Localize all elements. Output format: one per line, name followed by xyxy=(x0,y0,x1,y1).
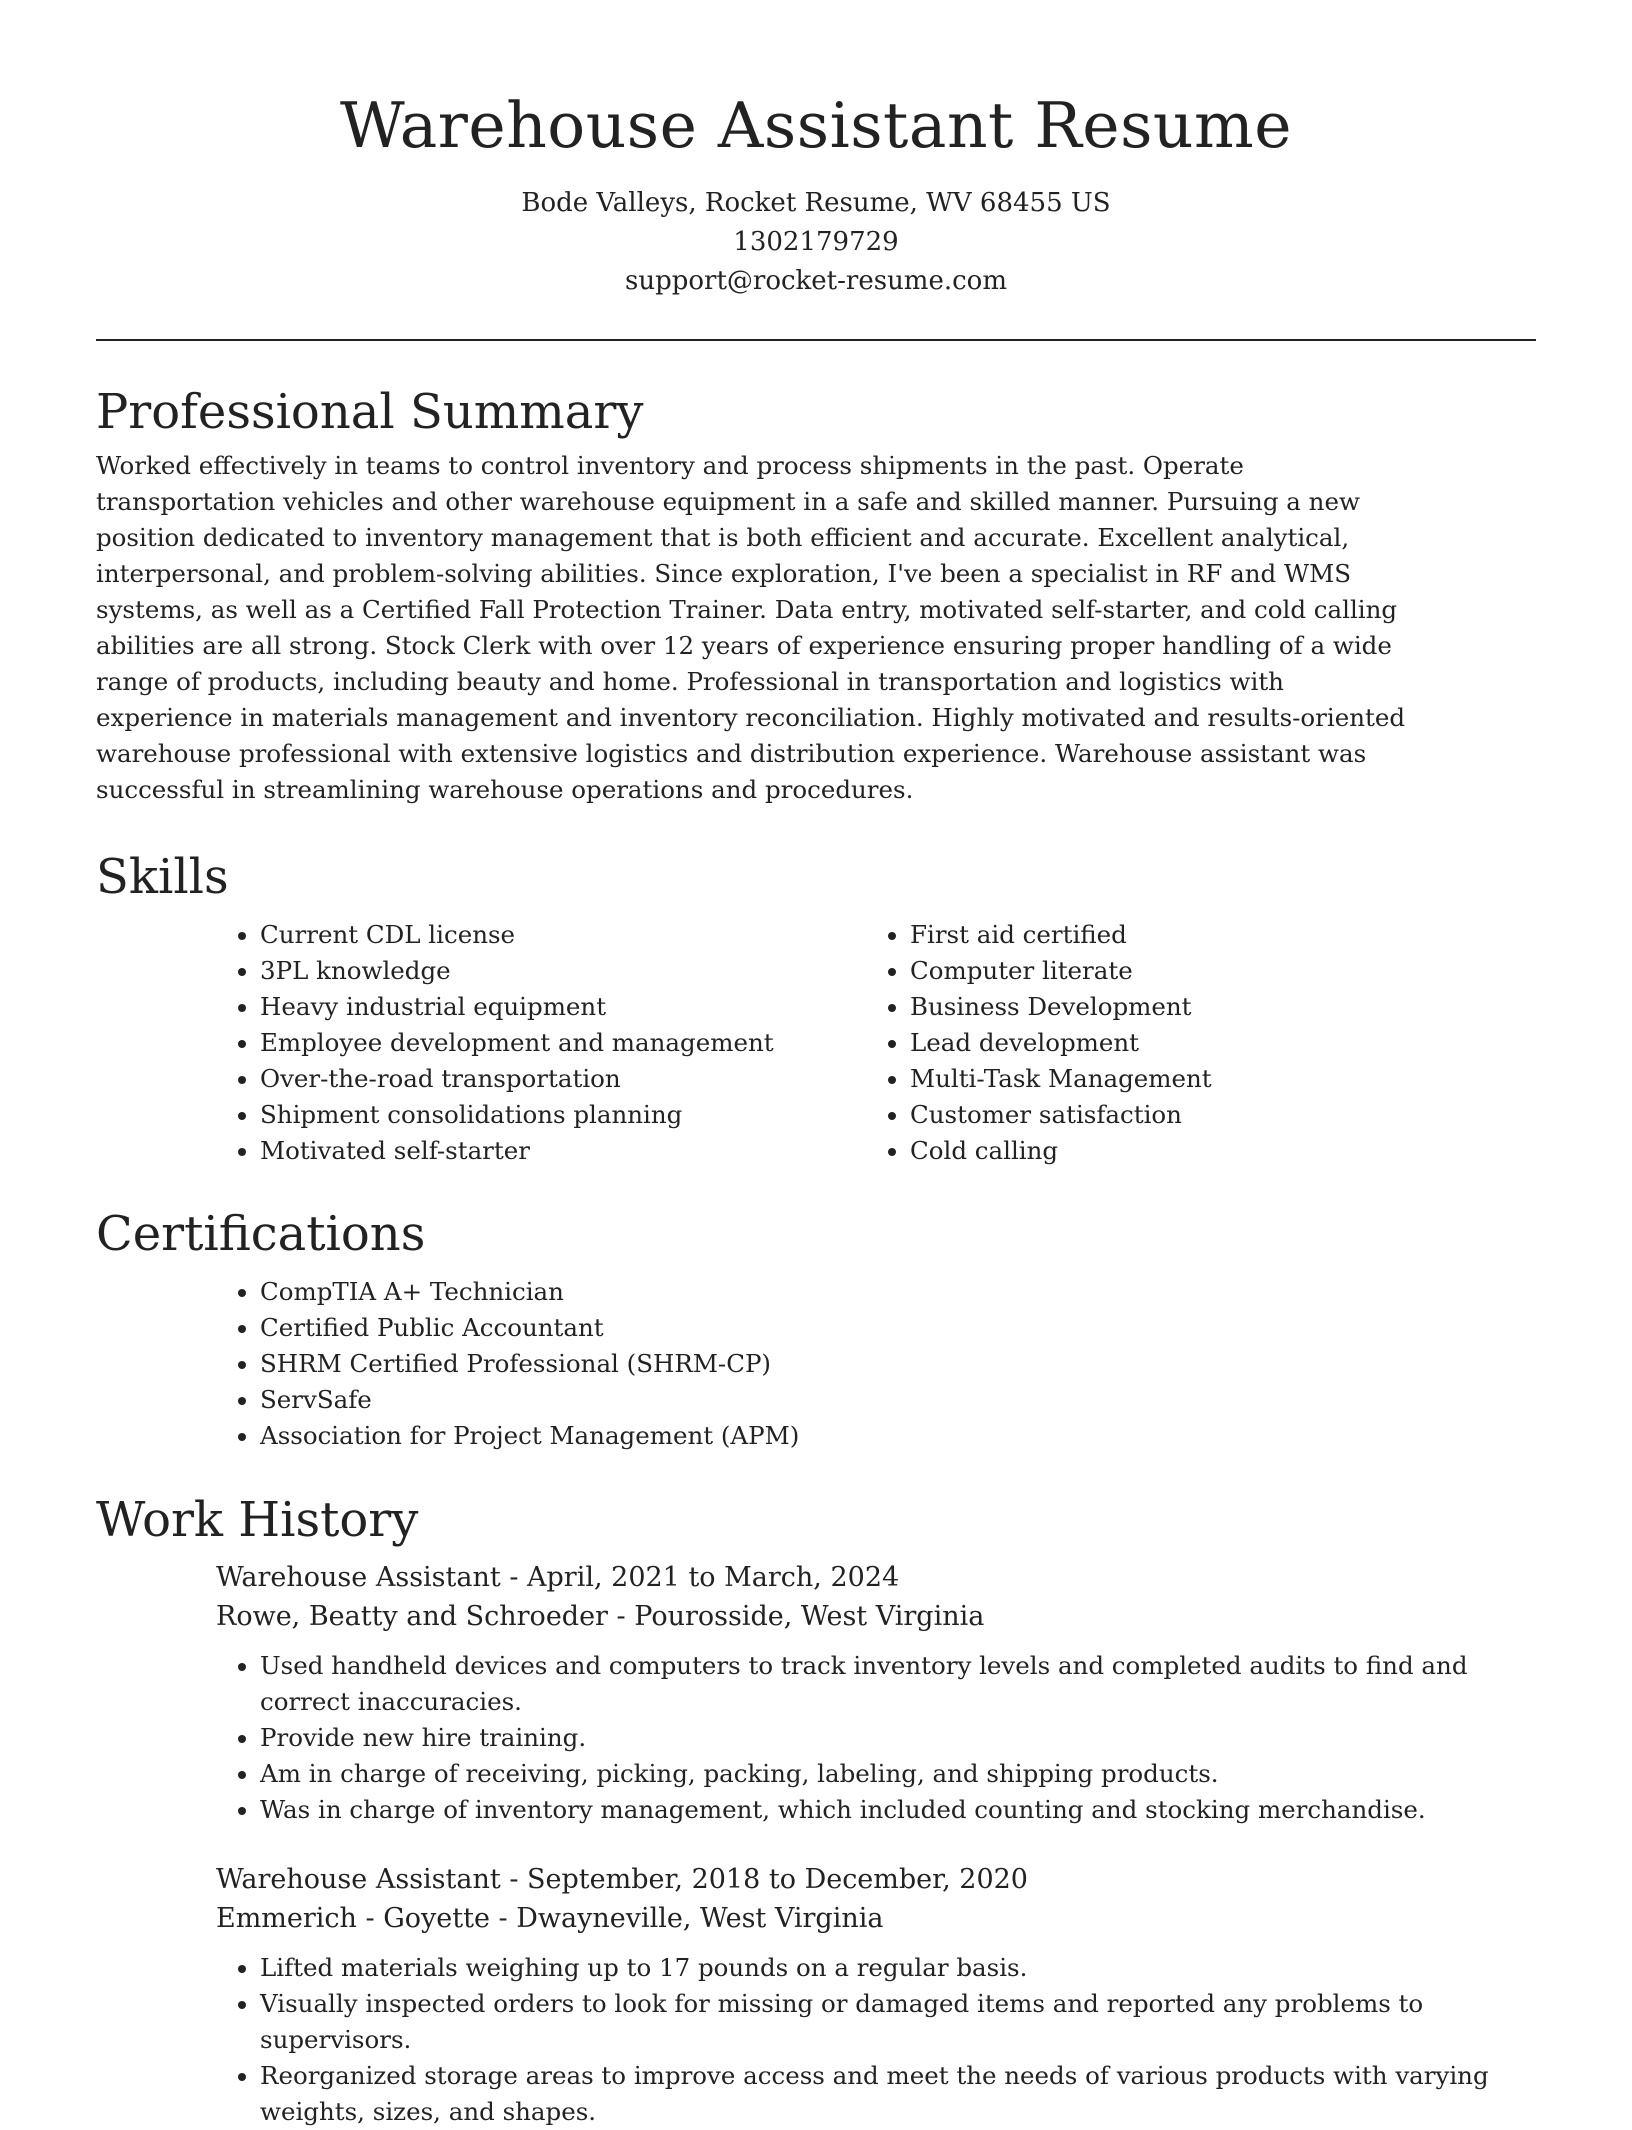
skill-item: • Computer literate xyxy=(910,953,1516,989)
job-company-line xyxy=(216,1899,1536,1938)
skill-item: • Cold calling xyxy=(910,1133,1516,1169)
certification-item: • SHRM Certified Professional (SHRM-CP) xyxy=(260,1346,1536,1382)
summary-section xyxy=(96,382,1536,808)
skill-item: • Current CDL license xyxy=(260,917,866,953)
job-duty: • Provide new hire training. xyxy=(260,1720,1536,1756)
certifications-list xyxy=(216,1274,1536,1454)
skill-item: • Customer satisfaction xyxy=(910,1097,1516,1133)
job-company-line xyxy=(216,1597,1536,1636)
job-duty: • Visually inspected orders to look for missing or damaged items and reported any problems to supervisors. xyxy=(260,1986,1536,2058)
certification-item: • Association for Project Management (APM) xyxy=(260,1418,1536,1454)
job-duties-list xyxy=(216,1648,1536,1828)
job-location: - Dwayneville, West Virginia xyxy=(489,1903,884,1934)
job-duty: • Am in charge of receiving, picking, packing, labeling, and shipping products. xyxy=(260,1756,1536,1792)
job-title-line xyxy=(216,1860,1536,1899)
skills-list-left xyxy=(216,917,866,1169)
skill-item: • First aid certified xyxy=(910,917,1516,953)
certifications-heading: Certifications xyxy=(96,1206,426,1262)
email-line: support@rocket-resume.com xyxy=(624,266,1007,296)
summary-heading: Professional Summary xyxy=(96,384,644,440)
job-location: - Pourosside, West Virginia xyxy=(607,1601,985,1632)
skill-item: • 3PL knowledge xyxy=(260,953,866,989)
job-entry xyxy=(216,1860,1536,2130)
skill-item: • Over-the-road transportation xyxy=(260,1061,866,1097)
resume-header xyxy=(96,0,1536,341)
skill-item: • Business Development xyxy=(910,989,1516,1025)
job-dates: - September, 2018 to December, 2020 xyxy=(500,1864,1028,1895)
certification-item: • CompTIA A+ Technician xyxy=(260,1274,1536,1310)
job-company: Rowe, Beatty and Schroeder xyxy=(216,1601,608,1632)
job-company: Emmerich - Goyette xyxy=(216,1903,490,1934)
job-title: Warehouse Assistant xyxy=(216,1562,501,1593)
skill-item: • Multi-Task Management xyxy=(910,1061,1516,1097)
summary-text: Worked effectively in teams to control inventory and process shipments in the past. Operate transportation vehicles and other warehouse equipment in a safe and skilled manner. Pursuing a new position dedicated to inventory management that is both efficient and accurate. Excellent analytical, interpersonal, and problem-solving abilities. Since exploration, I've been a specialist in RF and WMS systems, as well as a Certified Fall Protection Trainer. Data entry, motivated self-starter, and cold calling abilities are all strong. Stock Clerk with over 12 years of experience ensuring proper handling of a wide range of products, including beauty and home. Professional in transportation and logistics with experience in materials management and inventory reconciliation. Highly motivated and results-oriented warehouse professional with extensive logistics and distribution experience. Warehouse assistant was successful in streamlining warehouse operations and procedures. xyxy=(96,451,1406,804)
skill-item: • Shipment consolidations planning xyxy=(260,1097,866,1133)
job-duty: • Used handheld devices and computers to track inventory levels and completed audits to find and correct inaccuracies. xyxy=(260,1648,1536,1720)
phone-line: 1302179729 xyxy=(733,227,899,257)
job-duty: • Lifted materials weighing up to 17 pounds on a regular basis. xyxy=(260,1950,1536,1986)
skill-item: • Heavy industrial equipment xyxy=(260,989,866,1025)
certification-item: • ServSafe xyxy=(260,1382,1536,1418)
work-history-heading: Work History xyxy=(96,1492,419,1548)
job-duty: • Was in charge of inventory management, which included counting and stocking merchandise. xyxy=(260,1792,1536,1828)
job-title: Warehouse Assistant xyxy=(216,1864,501,1895)
skills-columns xyxy=(216,917,1536,1169)
skill-item: • Lead development xyxy=(910,1025,1516,1061)
job-duties-list xyxy=(216,1950,1536,2130)
skill-item: • Motivated self-starter xyxy=(260,1133,866,1169)
certification-item: • Certified Public Accountant xyxy=(260,1310,1536,1346)
address-line: Bode Valleys, Rocket Resume, WV 68455 US xyxy=(521,188,1111,218)
resume-title: Warehouse Assistant Resume xyxy=(339,89,1293,162)
job-entry xyxy=(216,1558,1536,1828)
skills-list-right xyxy=(866,917,1516,1169)
job-title-line xyxy=(216,1558,1536,1597)
work-history-section xyxy=(96,1490,1536,2130)
header-divider xyxy=(96,339,1536,341)
certifications-section xyxy=(96,1204,1536,1454)
job-duty: • Reorganized storage areas to improve access and meet the needs of various products with varying weights, sizes, and shapes. xyxy=(260,2058,1536,2130)
skills-heading: Skills xyxy=(96,849,229,905)
contact-block xyxy=(96,184,1536,301)
job-dates: - April, 2021 to March, 2024 xyxy=(500,1562,900,1593)
skill-item: • Employee development and management xyxy=(260,1025,866,1061)
resume-page xyxy=(96,0,1536,2126)
skills-section xyxy=(96,847,1536,1169)
